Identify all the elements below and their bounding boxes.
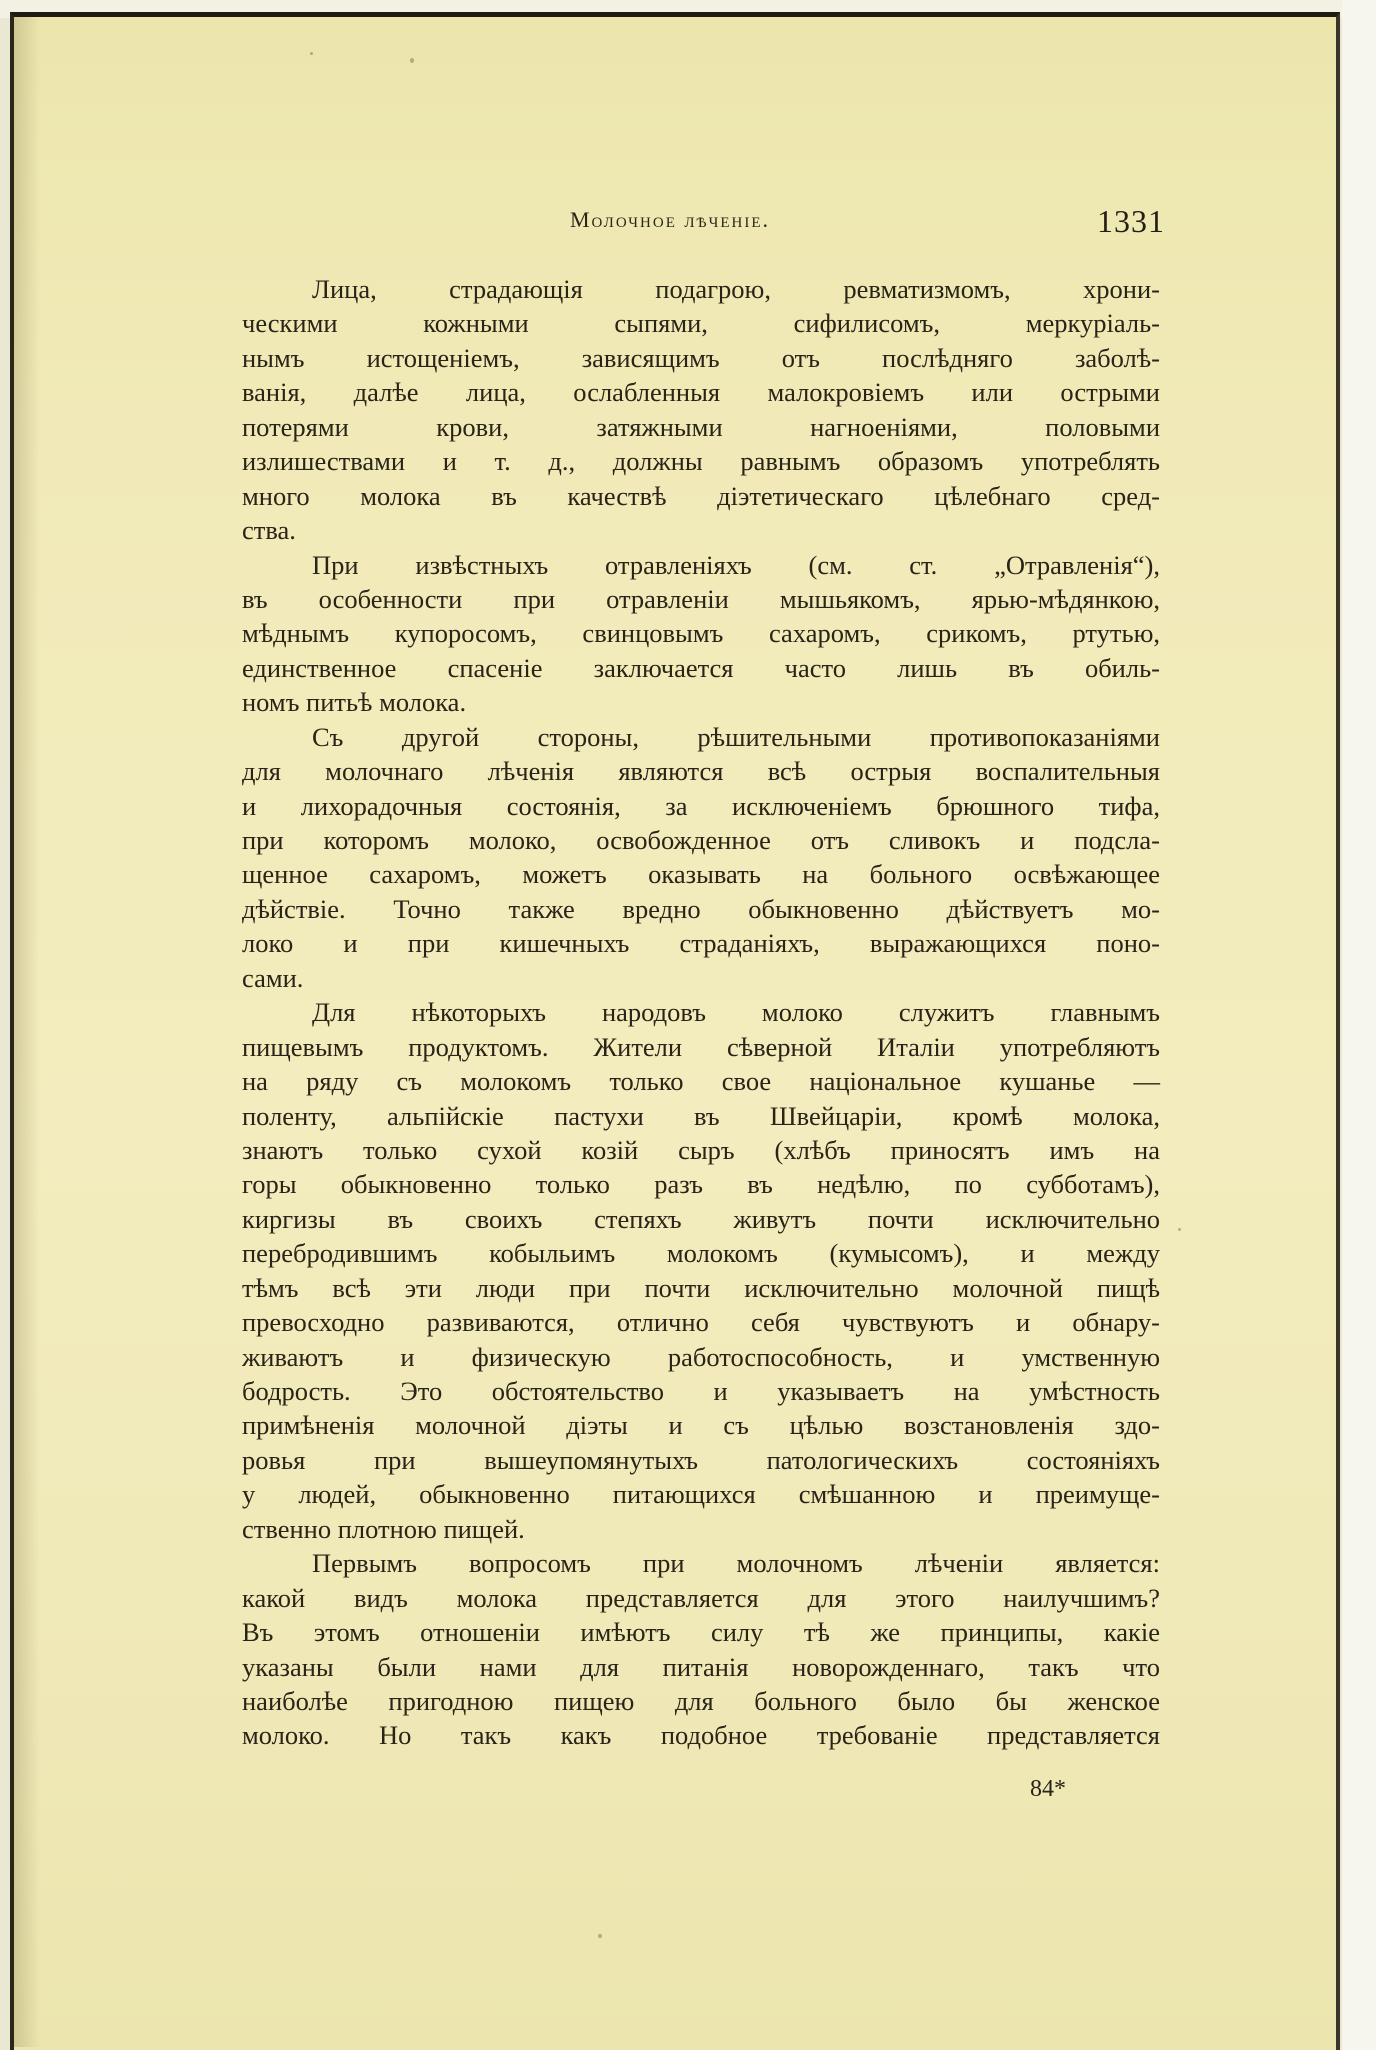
text-line: локо и при кишечныхъ страданіяхъ, выражающихся поно- — [242, 928, 1160, 959]
text-line: въ особенности при отравленіи мышьякомъ, ярью-мѣдянкою, — [242, 583, 1160, 614]
text-line: Лица, страдающія подагрою, ревматизмомъ, хрони- — [312, 274, 1160, 304]
text-line: Первымъ вопросомъ при молочномъ лѣченіи является: — [312, 1548, 1160, 1579]
text-line: поленту, альпійскіе пастухи въ Швейцаріи, кромѣ молока, — [242, 1100, 1160, 1131]
text-line: потерями крови, затяжными нагноеніями, половыми — [242, 411, 1160, 442]
text-line: превосходно развиваются, отлично себя чувствуютъ и обнару- — [242, 1307, 1160, 1338]
text-line: ственно плотною пищей. — [242, 1513, 525, 1544]
text-line: наиболѣе пригодною пищею для больного было бы женское — [242, 1685, 1160, 1716]
text-line: номъ питьѣ молока. — [242, 687, 467, 718]
text-line: живаютъ и физическую работоспособность, и умственную — [242, 1341, 1160, 1372]
text-line: излишествами и т. д., должны равнымъ образомъ употреблять — [242, 446, 1160, 477]
paper-speck — [410, 58, 414, 63]
page-gutter-shadow — [14, 17, 40, 2047]
text-line: какой видъ молока представляется для этого наилучшимъ? — [242, 1582, 1160, 1613]
text-line: перебродившимъ кобыльимъ молокомъ (кумысомъ), и между — [242, 1238, 1160, 1269]
text-line: ческими кожными сыпями, сифилисомъ, меркуріаль- — [242, 308, 1160, 339]
text-line: Съ другой стороны, рѣшительными противопоказаніями — [312, 721, 1160, 752]
text-line: много молока въ качествѣ діэтетическаго цѣлебнаго сред- — [242, 480, 1160, 511]
text-line: пищевымъ продуктомъ. Жители сѣверной Италіи употребляютъ — [242, 1031, 1160, 1062]
text-line: для молочнаго лѣченія являются всѣ острыя воспалительныя — [242, 756, 1160, 787]
text-line: дѣйствіе. Точно также вредно обыкновенно дѣйствуетъ мо- — [242, 893, 1160, 924]
text-line: и лихорадочныя состоянія, за исключеніемъ брюшного тифа, — [242, 790, 1160, 821]
text-line: щенное сахаромъ, можетъ оказывать на больного освѣжающее — [242, 859, 1160, 890]
text-line: При извѣстныхъ отравленіяхъ (см. ст. „Отравленія“), — [312, 549, 1160, 580]
text-line: Въ этомъ отношеніи имѣютъ силу тѣ же принципы, какіе — [242, 1617, 1160, 1648]
text-line: сами. — [242, 962, 304, 993]
text-line: единственное спасеніе заключается часто лишь въ обиль- — [242, 652, 1160, 683]
text-line: тѣмъ всѣ эти люди при почти исключительно молочной пищѣ — [242, 1272, 1160, 1303]
text-line: ства. — [242, 515, 296, 546]
signature-mark: 84* — [1030, 1776, 1066, 1802]
body-text — [242, 272, 1160, 1753]
page-number: 1331 — [1097, 203, 1165, 239]
paper-speck — [310, 52, 313, 55]
text-line: ванія, далѣе лица, ослабленныя малокровіемъ или острыми — [242, 377, 1160, 408]
text-line: бодрость. Это обстоятельство и указываетъ на умѣстность — [242, 1376, 1160, 1406]
text-line: молоко. Но такъ какъ подобное требованіе представляется — [242, 1720, 1160, 1751]
paper-speck — [1178, 1228, 1181, 1231]
text-line: на ряду съ молокомъ только свое національное кушанье — — [242, 1066, 1160, 1097]
text-line: примѣненія молочной діэты и съ цѣлью возстановленія здо- — [242, 1410, 1160, 1441]
text-line: у людей, обыкновенно питающихся смѣшанною и преимуще- — [242, 1479, 1160, 1510]
text-line: знаютъ только сухой козій сыръ (хлѣбъ приносятъ имъ на — [242, 1134, 1160, 1165]
text-line: горы обыкновенно только разъ въ недѣлю, по субботамъ), — [242, 1169, 1160, 1200]
text-line: указаны были нами для питанія новорожденнаго, такъ что — [242, 1651, 1160, 1682]
text-line: нымъ истощеніемъ, зависящимъ отъ послѣдняго заболѣ- — [242, 342, 1160, 373]
text-line: при которомъ молоко, освобожденное отъ сливокъ и подсла- — [242, 825, 1160, 855]
text-line: киргизы въ своихъ степяхъ живутъ почти исключительно — [242, 1203, 1160, 1234]
text-line: ровья при вышеупомянутыхъ патологическихъ состояніяхъ — [242, 1444, 1160, 1475]
scan-border-right — [1342, 0, 1376, 2050]
text-line: Для нѣкоторыхъ народовъ молоко служитъ главнымъ — [312, 997, 1160, 1028]
running-title: Молочное лѣченіе. — [570, 207, 770, 232]
text-line: мѣднымъ купоросомъ, свинцовымъ сахаромъ, срикомъ, ртутью, — [242, 618, 1160, 649]
paper-speck — [598, 1934, 602, 1938]
